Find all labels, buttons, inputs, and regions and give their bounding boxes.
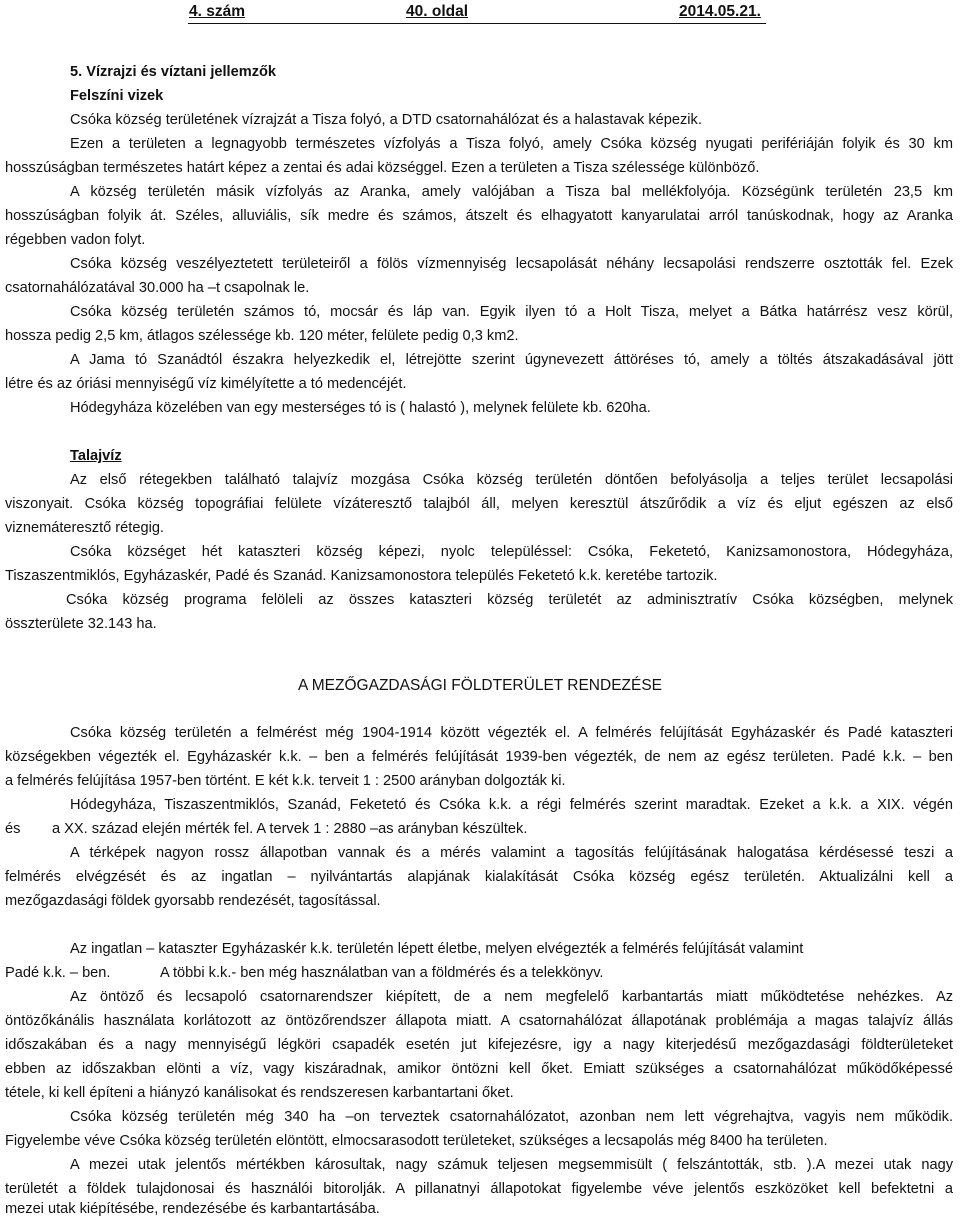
- paragraph-line: öntözőkánális használata korlátozott az öntözőrendszer állapota miatt. A csatornahálózat állapotának problémája a magas talajvíz állás: [5, 1013, 953, 1029]
- paragraph-line: Csóka községet hét kataszteri község képezi, nyolc településsel: Csóka, Feketetó, Kanizsamonostora, Hódegyháza,: [70, 544, 953, 560]
- paragraph-line: a XX. század elején mérték fel. A tervek 1 : 2880 –as arányban készültek.: [52, 821, 528, 837]
- paragraph-line: Csóka község területén még 340 ha –on terveztek csatornahálózatot, azonban nem lett végrehajtva, vagyis nem működik.: [70, 1109, 953, 1125]
- paragraph-line: Padé k.k. – ben.: [5, 965, 111, 981]
- header-issue: 4. szám: [189, 3, 246, 20]
- paragraph-line: községekben végezték el. Egyházaskér k.k. – ben a felmérés felújítását 1939-ben végezték, de nem az egész területen. Padé k.k. – ben: [5, 749, 953, 765]
- paragraph-line: A többi k.k.- ben még használatban van a földmérés és a telekkönyv.: [160, 965, 604, 981]
- paragraph-line: csatornahálózatával 30.000 ha –t csapolnak le.: [5, 280, 310, 296]
- paragraph-line: Ezen a területen a legnagyobb természetes vízfolyás a Tisza folyó, amely Csóka község nyugati perifériáján folyik és 30 km: [70, 136, 953, 152]
- paragraph-line: viznemáteresztő rétegig.: [5, 520, 164, 536]
- paragraph-line: hossza pedig 2,5 km, átlagos szélessége kb. 120 méter, felülete pedig 0,3 km2.: [5, 328, 519, 344]
- section-title: 5. Vízrajzi és víztani jellemzők: [70, 64, 277, 80]
- paragraph-line: felmérés elvégzését és az ingatlan – nyilvántartás alapjának kialakítását Csóka község egész területén. Aktualizálni kell a: [5, 869, 953, 885]
- paragraph-line: Csóka község területén a felmérést még 1904-1914 között végezték el. A felmérés felújítását Egyházaskér és Padé kataszteri: [70, 725, 953, 741]
- paragraph-line: A térképek nagyon rossz állapotban vannak és a mérés valamint a tagosítás felújításának halogatása kérdésessé teszi a: [70, 845, 953, 861]
- paragraph-line: és: [5, 821, 21, 837]
- header-underline: [188, 23, 766, 24]
- paragraph-line: összterülete 32.143 ha.: [5, 616, 157, 632]
- paragraph-line: viszonyait. Csóka község topográfiai felülete vízáteresztő talajból áll, melyen keresztül átszűrődik a víz és eljut egészen az első: [5, 496, 953, 512]
- section-subtitle: Felszíni vizek: [70, 88, 164, 104]
- paragraph-line: régebben vadon folyt.: [5, 232, 146, 248]
- paragraph-line: Csóka község területén számos tó, mocsár és láp van. Egyik ilyen tó a Holt Tisza, melyet a Bátka határrész vesz körül,: [70, 304, 953, 320]
- paragraph-line: hosszúságban természetes határt képez a zentai és adai községgel. Ezen a területen a Tisza szélessége különböző.: [5, 160, 760, 176]
- paragraph-line: időszakában és a nagy mennyiségű légköri csapadék esetén jut kifejezésre, igy a nagy kiterjedésű mezőgazdasági földterületeket: [5, 1037, 953, 1053]
- paragraph-line: Hódegyháza, Tiszaszentmiklós, Szanád, Feketetó és Csóka k.k. a régi felmérés szerint maradtak. Ezeket a k.k. a XIX. végén: [70, 797, 953, 813]
- mezogazdasag-title: A MEZŐGAZDASÁGI FÖLDTERÜLET RENDEZÉSE: [297, 677, 663, 694]
- paragraph-line: Az öntöző és lecsapoló csatornarendszer kiépített, de a nem megfelelő karbantartás miatt működtetése nehézkes. Az: [70, 989, 953, 1005]
- paragraph-line: A község területén másik vízfolyás az Aranka, amely valójában a Tisza bal mellékfolyója. Községünk területén 23,5 km: [70, 184, 953, 200]
- paragraph-line: ebben az időszakban elönti a víz, vagy kiszáradnak, amikor öntözni kell őket. Emiatt szükséges a csatornahálózat működőképessé: [5, 1061, 953, 1077]
- header-date: 2014.05.21.: [679, 3, 761, 20]
- paragraph-line: A Jama tó Szanádtól északra helyezkedik el, létrejötte szerint úgynevezett áttöréses tó, amely a töltés átszakadásával jött: [70, 352, 953, 368]
- paragraph-line: Csóka község területének vízrajzát a Tisza folyó, a DTD csatornahálózat és a halastavak képezik.: [70, 112, 702, 128]
- paragraph-line: Figyelembe véve Csóka község területén elöntött, elmocsarasodott területeket, szükséges a lecsapolás még 8400 ha területen.: [5, 1133, 828, 1149]
- paragraph-line: Csóka község veszélyeztetett területeiről a fölös vízmennyiség lecsapolását néhány lecsapolási rendszerre osztották fel. Ezek: [70, 256, 953, 272]
- paragraph-line: a felmérés felújítása 1957-ben történt. E két k.k. terveit 1 : 2500 arányban dolgozták ki.: [5, 773, 566, 789]
- paragraph-line: területét a földek tulajdonosai és használói bitorolják. A pillanatnyi állapotokat figyelembe véve jelentős eszközöket kell befektetni a: [5, 1181, 953, 1197]
- header-page: 40. oldal: [406, 3, 469, 20]
- paragraph-line: Csóka község programa felöleli az összes kataszteri község területét az adminisztratív Csóka községben, melynek: [66, 592, 953, 608]
- paragraph-line: tétele, ki kell építeni a hiányzó kanálisokat és rendszeresen karbantartani őket.: [5, 1085, 514, 1101]
- talajviz-title: Talajvíz: [70, 448, 122, 464]
- paragraph-line: hosszúságban folyik át. Széles, alluviális, sík medre és számos, átszelt és elhagyatott kanyarulatai arról tanúskodnak, hogy az Aranka: [5, 208, 953, 224]
- paragraph-line: Hódegyháza közelében van egy mesterséges tó is ( halastó ), melynek felülete kb. 620ha.: [70, 400, 651, 416]
- paragraph-line: Tiszaszentmiklós, Egyházaskér, Padé és Szanád. Kanizsamonostora település Feketetó k.k. keretébe tartozik.: [5, 568, 718, 584]
- paragraph-line: Az ingatlan – kataszter Egyházaskér k.k. területén lépett életbe, melyen elvégezték a felmérés felújítását valamint: [70, 941, 804, 957]
- paragraph-line: A mezei utak jelentős mértékben károsultak, nagy számuk teljesen megsemmisült ( felszántották, stb. ).A mezei utak nagy: [70, 1157, 953, 1173]
- paragraph-line: Az első rétegekben található talajvíz mozgása Csóka község területén döntően befolyásolja a teljes terület lecsapolási: [70, 472, 953, 488]
- paragraph-line: mezei utak kiépítésébe, rendezésébe és karbantartásába.: [5, 1201, 380, 1217]
- paragraph-line: mezőgazdasági földek gyorsabb rendezését, tagosítással.: [5, 893, 381, 909]
- paragraph-line: létre és az óriási mennyiségű víz kimélyítette a tó medencéjét.: [5, 376, 407, 392]
